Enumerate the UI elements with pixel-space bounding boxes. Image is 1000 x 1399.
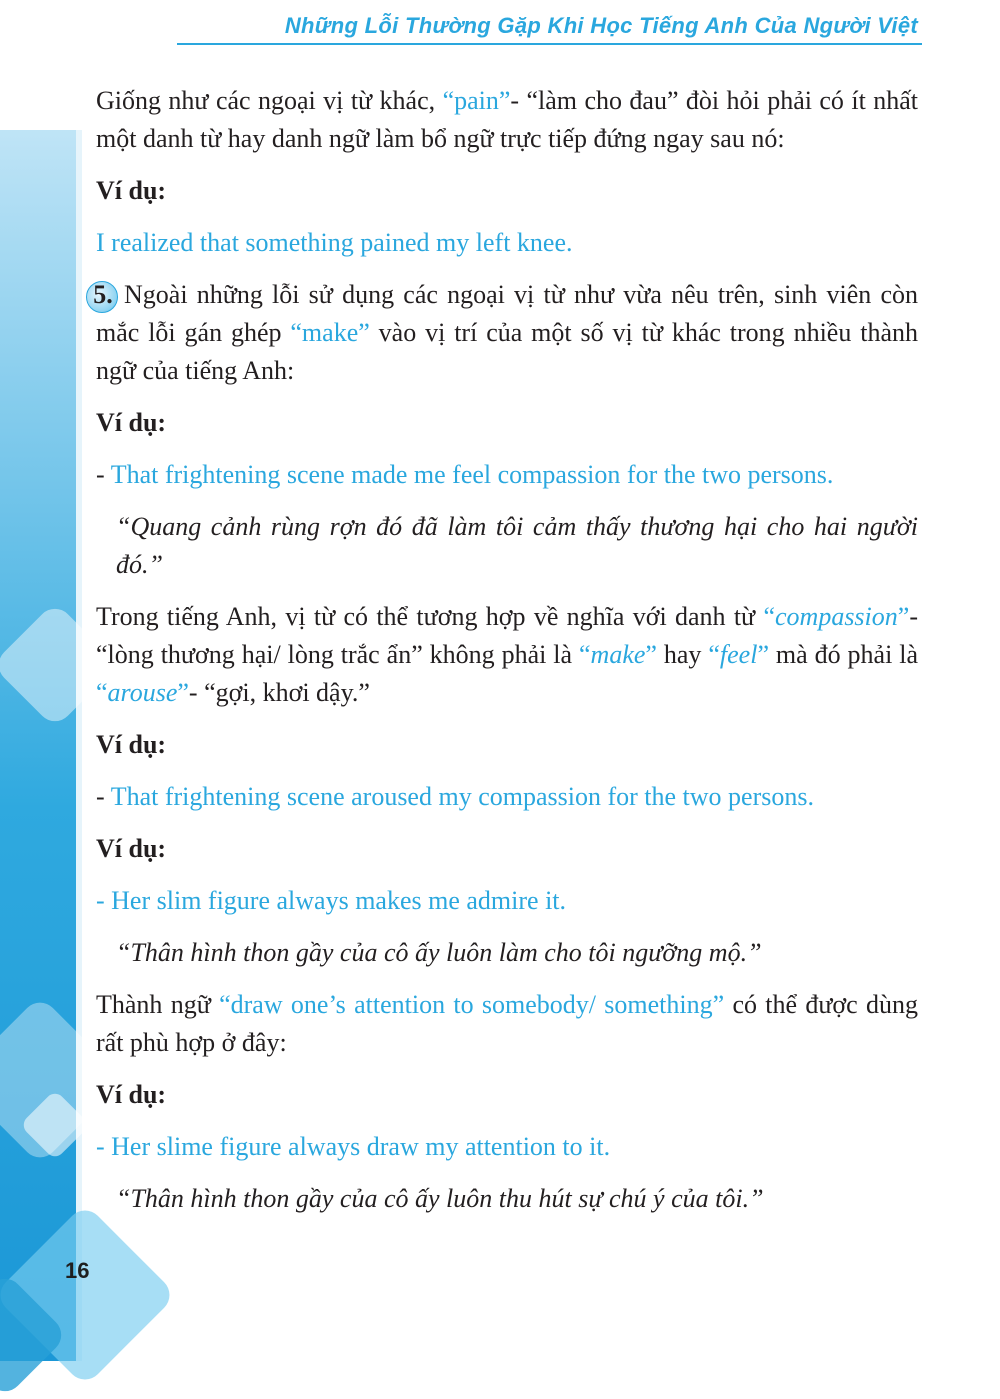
paragraph-compassion: Trong tiếng Anh, vị từ có thể tương hợp về nghĩa với danh từ “compassion”- “lòng thương hại/ lòng trắc ẩn” không phải là “make” hay “feel” mà đó phải là “arouse”- “gợi, khơi dậy.” [96,602,919,707]
page-number: 16 [65,1258,90,1283]
translation: “Thân hình thon gầy của cô ấy luôn thu hút sự chú ý của tôi.” [116,1184,764,1213]
book-title: Những Lỗi Thường Gặp Khi Học Tiếng Anh Của Người Việt [284,13,918,38]
page-header [0,0,1000,58]
example-sentence: I realized that something pained my left knee. [96,228,573,257]
example-text: That frightening scene aroused my compassion for the two persons. [110,782,814,811]
example-heading: Ví dụ: [96,730,167,759]
text: Thành ngữ [96,990,220,1019]
example-sentence: - Her slim figure always makes me admire it. [96,886,567,915]
text: Giống như các ngoại vị từ khác, [96,86,443,115]
text: mà đó phải là [768,640,919,669]
text: - “làm cho đau” đòi hỏi phải có ít nhất một danh từ hay danh ngữ làm bổ ngữ trực tiếp đứng ngay sau nó: [96,86,918,153]
translation: “Quang cảnh rùng rợn đó đã làm tôi cảm thấy thương hại cho hai người đó.” [116,512,918,579]
example-heading: Ví dụ: [96,1080,167,1109]
text: Ngoài những lỗi sử dụng các ngoại vị từ như vừa nêu trên, sinh viên còn mắc lỗi gán ghép [96,280,918,347]
term-make: make [590,640,646,669]
text: Trong tiếng Anh, vị từ có thể tương hợp về nghĩa với danh từ [96,602,764,631]
left-decor-strip [0,130,82,1361]
example-text: That frightening scene made me feel compassion for the two persons. [110,460,834,489]
page-body [93,82,919,1232]
example-sentence [96,778,918,816]
header-underline [177,43,922,45]
term-compassion: compassion [775,602,898,631]
example-sentence [96,456,918,494]
term-idiom: “draw one’s attention to somebody/ something” [219,990,725,1019]
term-pain: “pain” [442,86,511,115]
term-make: “make” [290,318,370,347]
text: - “lòng thương hại/ lòng trắc ẩn” không phải là [96,602,918,669]
text: vào vị trí của một số vị từ khác trong nhiều thành ngữ của tiếng Anh: [96,318,918,385]
dash: - [96,460,111,489]
numbered-item-5 [93,276,918,390]
example-heading: Ví dụ: [96,176,167,205]
number-badge: 5. [88,280,118,310]
paragraph-pain [96,82,918,158]
text: - “gợi, khơi dậy.” [188,678,370,707]
example-heading: Ví dụ: [96,408,167,437]
term-arouse: arouse [107,678,178,707]
paragraph-idiom [96,986,918,1062]
example-sentence: - Her slime figure always draw my attention to it. [96,1132,611,1161]
left-decor-edge [76,130,82,1361]
example-heading: Ví dụ: [96,834,167,863]
text: hay [656,640,709,669]
dash: - [96,782,111,811]
text: có thể được dùng rất phù hợp ở đây: [96,990,919,1057]
translation: “Thân hình thon gầy của cô ấy luôn làm cho tôi ngưỡng mộ.” [116,938,762,967]
term-feel: feel [719,640,758,669]
